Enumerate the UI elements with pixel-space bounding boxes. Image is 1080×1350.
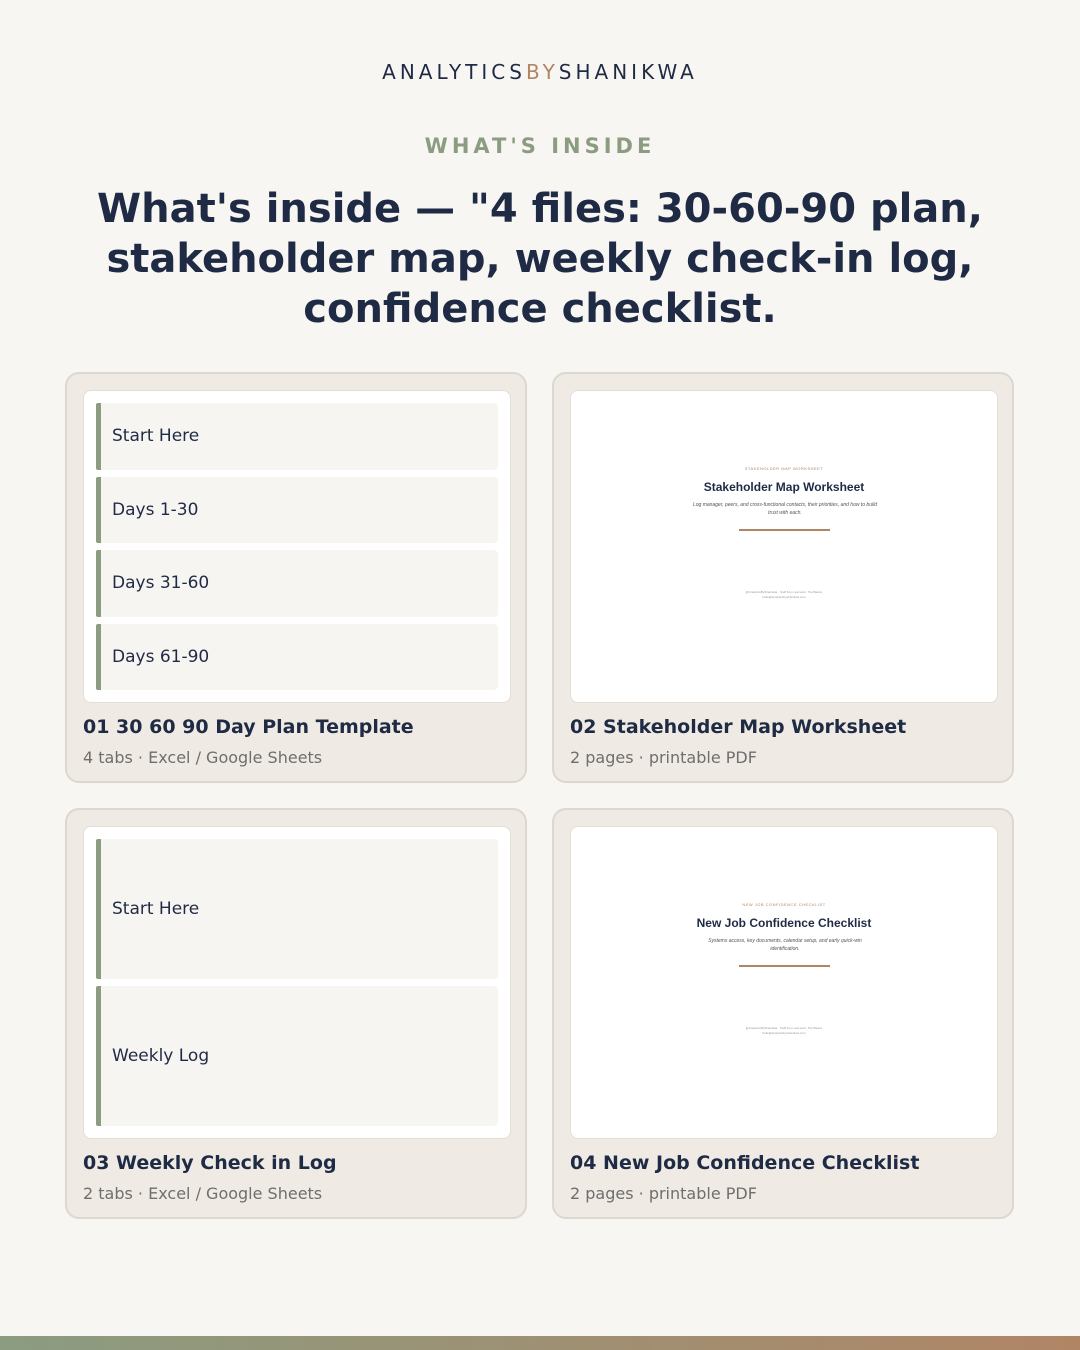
page-headline: What's inside — "4 files: 30-60-90 plan, stakeholder map, weekly check-in log, confidence checklist. xyxy=(97,186,983,332)
file-card-30-60-90-plan[interactable] xyxy=(65,372,527,783)
sheet-tab-weekly-log: Weekly Log xyxy=(96,986,498,1126)
pdf-page xyxy=(571,391,997,702)
file-card-stakeholder-map[interactable] xyxy=(552,372,1014,783)
sheet-tab-start-here: Start Here xyxy=(96,403,498,470)
card-title: 02 Stakeholder Map Worksheet xyxy=(570,716,907,738)
pdf-footer-line: @AnalyticsByShanikwa · Stuff from real work. The Basics xyxy=(745,1026,823,1030)
card-meta: 4 tabs · Excel / Google Sheets xyxy=(83,748,323,767)
pdf-subtitle: Systems access, key documents, calendar setup, and early quick-win identification. xyxy=(708,938,862,952)
spreadsheet-preview xyxy=(83,826,511,1139)
sheet-tab-list xyxy=(96,839,498,1126)
pdf-kicker: STAKEHOLDER MAP WORKSHEET xyxy=(744,466,824,471)
bottom-gradient-bar xyxy=(0,1336,1080,1350)
section-eyebrow: WHAT'S INSIDE xyxy=(424,134,656,158)
pdf-kicker: NEW JOB CONFIDENCE CHECKLIST xyxy=(742,902,826,907)
pdf-preview xyxy=(570,826,998,1139)
sheet-tab-list xyxy=(96,403,498,690)
spreadsheet-preview xyxy=(83,390,511,703)
pdf-footer-line: @AnalyticsByShanikwa · Stuff from real work. The Basics xyxy=(745,590,823,594)
pdf-subtitle: Log manager, peers, and cross-functional contacts, their priorities, and how to build trust with each. xyxy=(693,502,877,516)
pdf-footer xyxy=(571,590,997,600)
pdf-footer-email: hello@analyticsbyshanikwa.com xyxy=(762,595,806,599)
brand-part-by: BY xyxy=(525,60,559,84)
pdf-preview xyxy=(570,390,998,703)
pdf-page xyxy=(571,827,997,1138)
sheet-tab-start-here: Start Here xyxy=(96,839,498,979)
sheet-tab-days-31-60: Days 31-60 xyxy=(96,550,498,617)
brand-part-shanikwa: SHANIKWA xyxy=(558,60,698,84)
card-title: 01 30 60 90 Day Plan Template xyxy=(83,716,414,738)
card-title: 03 Weekly Check in Log xyxy=(83,1152,337,1174)
pdf-divider xyxy=(739,529,830,531)
brand-part-analytics: ANALYTICS xyxy=(382,60,526,84)
card-meta: 2 tabs · Excel / Google Sheets xyxy=(83,1184,323,1203)
pdf-divider xyxy=(739,965,830,967)
pdf-title: Stakeholder Map Worksheet xyxy=(703,480,865,494)
brand-wordmark xyxy=(0,60,1080,84)
pdf-title: New Job Confidence Checklist xyxy=(696,916,872,930)
card-meta: 2 pages · printable PDF xyxy=(570,1184,757,1203)
file-card-weekly-check-in-log[interactable] xyxy=(65,808,527,1219)
card-meta: 2 pages · printable PDF xyxy=(570,748,757,767)
pdf-footer xyxy=(571,1026,997,1036)
file-card-confidence-checklist[interactable] xyxy=(552,808,1014,1219)
sheet-tab-days-1-30: Days 1-30 xyxy=(96,477,498,544)
card-title: 04 New Job Confidence Checklist xyxy=(570,1152,920,1174)
pdf-footer-email: hello@analyticsbyshanikwa.com xyxy=(762,1031,806,1035)
sheet-tab-days-61-90: Days 61-90 xyxy=(96,624,498,691)
